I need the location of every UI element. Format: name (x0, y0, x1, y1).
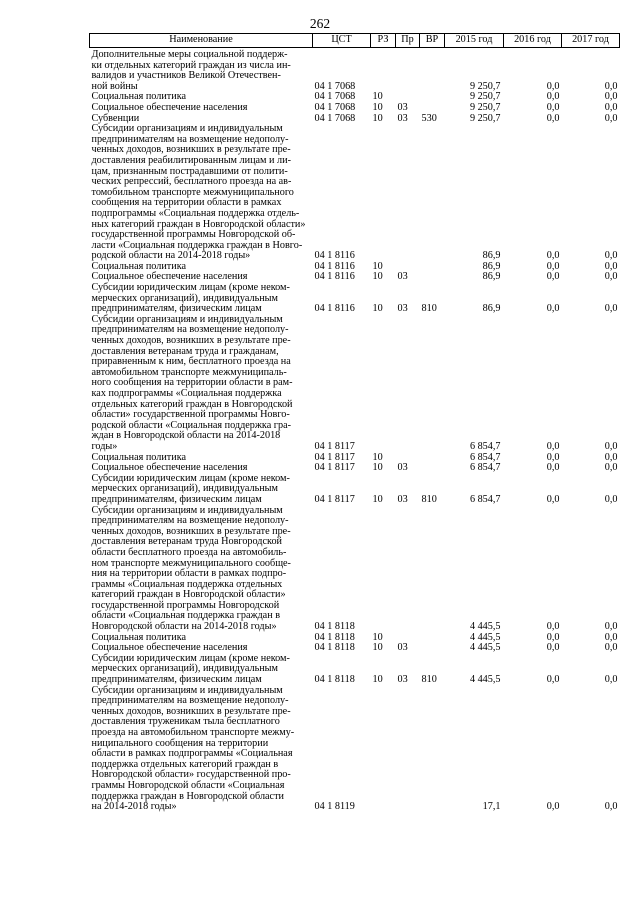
cell-2017: 0,0 (604, 621, 618, 633)
cell-pr: 03 (397, 271, 408, 283)
cell-2015: 86,9 (482, 271, 501, 283)
cell-cst: 04 1 8118 (314, 621, 355, 633)
cell-2015: 9 250,7 (469, 91, 501, 103)
cell-2016: 0,0 (546, 642, 560, 654)
cell-2016: 0,0 (546, 250, 560, 262)
cell-rz: 10 (372, 493, 383, 505)
cell-cst: 04 1 8116 (314, 271, 355, 283)
table-row (90, 506, 620, 633)
cell-2015: 4 445,5 (469, 674, 501, 686)
cell-name: Социальное обеспечение населения (91, 642, 248, 654)
cell-2015: 6 854,7 (469, 462, 501, 474)
cell-2017: 0,0 (604, 271, 618, 283)
cell-2016: 0,0 (546, 451, 560, 463)
cell-2017: 0,0 (604, 631, 618, 643)
cell-name: Субвенции (91, 112, 140, 124)
cell-2016: 0,0 (546, 260, 560, 272)
cell-2017: 0,0 (604, 642, 618, 654)
cell-name: Социальная политика (91, 260, 187, 272)
header-rz: РЗ (371, 34, 396, 48)
cell-2015: 6 854,7 (469, 440, 501, 452)
cell-name: Социальная политика (91, 631, 187, 643)
table-row (90, 283, 620, 315)
cell-2016: 0,0 (546, 631, 560, 643)
page-number: 262 (309, 16, 331, 31)
cell-2017: 0,0 (604, 303, 618, 315)
cell-2015: 9 250,7 (469, 101, 501, 113)
cell-cst: 04 1 8119 (314, 801, 355, 813)
cell-cst: 04 1 7068 (314, 80, 356, 92)
cell-2017: 0,0 (604, 250, 618, 262)
cell-name: Социальное обеспечение населения (91, 462, 248, 474)
cell-vr (420, 686, 445, 813)
table-row (90, 315, 620, 453)
cell-2016: 0,0 (546, 101, 560, 113)
cell-2016: 0,0 (546, 91, 560, 103)
cell-2017: 0,0 (604, 493, 618, 505)
header-pr: Пр (396, 34, 420, 48)
cell-2015: 4 445,5 (469, 621, 501, 633)
cell-vr: 810 (421, 493, 437, 505)
header-cst: ЦСТ (313, 34, 371, 48)
cell-vr: 810 (421, 674, 437, 686)
cell-pr (396, 686, 420, 813)
cell-cst: 04 1 8118 (314, 631, 355, 643)
cell-pr (396, 48, 420, 93)
cell-vr (420, 48, 445, 93)
cell-2016: 0,0 (546, 112, 560, 124)
cell-2017: 0,0 (604, 674, 618, 686)
cell-vr (420, 124, 445, 262)
cell-rz: 10 (372, 260, 383, 272)
cell-2015: 6 854,7 (469, 451, 501, 463)
cell-name: Субсидии организациям и индивидуальным предпринимателям на возмещение недополу- ченных доходов, возникших в результате пре- доставления реабилитированным лицам и ли- цам, признанным пострадавшими от полити- ческих репрессий, бесплатного проезда на ав- томобильном транспорте межмуниципального сообщения на территории области в рамках подпрограммы «Социальная поддержка отдель- ных категорий граждан в Новгородской области» государственной программы Новгородской об- ласти «Социальная поддержка граждан в Новго- родской области на 2014-2018 годы» (91, 123, 306, 262)
cell-name: Субсидии юридическим лицам (кроме неком- мерческих организаций), индивидуальным предпринимателям, физическим лицам (91, 282, 290, 315)
cell-rz: 10 (372, 631, 383, 643)
cell-name: Дополнительные меры социальной поддерж- ки отдельных категорий граждан из числа ин- валидов и участников Великой Отечествен- ной войны (91, 49, 291, 92)
cell-2015: 86,9 (482, 303, 501, 315)
cell-cst: 04 1 8117 (314, 493, 355, 505)
cell-rz: 10 (372, 101, 383, 113)
cell-pr: 03 (397, 674, 408, 686)
cell-2017: 0,0 (604, 451, 618, 463)
table-row (90, 474, 620, 506)
cell-vr (420, 272, 445, 283)
header-2017: 2017 год (562, 34, 620, 48)
cell-name: Субсидии юридическим лицам (кроме неком- мерческих организаций), индивидуальным предпринимателям, физическим лицам (91, 652, 290, 686)
table-body (90, 48, 620, 813)
cell-rz: 10 (372, 271, 383, 283)
cell-pr: 03 (397, 303, 408, 315)
cell-cst: 04 1 7068 (314, 112, 356, 124)
table-row (90, 686, 620, 813)
table-row (90, 124, 620, 262)
header-name: Наименование (90, 34, 313, 48)
cell-2016: 0,0 (546, 440, 560, 452)
cell-name: Субсидии организациям и индивидуальным предпринимателям на возмещение недополу- ченных доходов, возникших в результате пре- доставления ветеранам труда Новгородской области бесплатного проезда на автомобиль- ном транспорте межмуниципального сообще- ния на территории области в рамках подпро- граммы «Социальная поддержка отдельных категорий граждан в Новгородской области» государственной программы Новгородской области «Социальная поддержка граждан в Новгородской области на 2014-2018 годы» (91, 504, 291, 633)
cell-vr (420, 92, 445, 103)
cell-vr (420, 103, 445, 114)
cell-pr: 03 (397, 101, 408, 113)
cell-2016: 0,0 (546, 801, 560, 813)
cell-2016: 0,0 (546, 271, 560, 283)
cell-cst: 04 1 8116 (314, 250, 355, 262)
cell-rz: 10 (372, 112, 383, 124)
cell-2016: 0,0 (546, 80, 560, 92)
cell-2016: 0,0 (546, 493, 560, 505)
cell-rz (371, 686, 396, 813)
cell-cst: 04 1 7068 (314, 91, 356, 103)
cell-pr: 03 (397, 642, 408, 654)
cell-2015: 86,9 (482, 260, 501, 272)
header-vr: ВР (420, 34, 445, 48)
table-row (90, 103, 620, 114)
cell-2015: 9 250,7 (469, 80, 501, 92)
cell-rz: 10 (372, 674, 383, 686)
cell-2015: 6 854,7 (469, 493, 501, 505)
cell-name: Социальная политика (91, 91, 187, 103)
cell-vr (420, 506, 445, 633)
cell-rz: 10 (372, 462, 383, 474)
cell-vr (420, 463, 445, 474)
header-2016: 2016 год (504, 34, 562, 48)
cell-name: Социальное обеспечение населения (91, 101, 248, 113)
table-header-row (90, 34, 620, 48)
cell-name: Социальное обеспечение населения (91, 271, 248, 283)
cell-2017: 0,0 (604, 260, 618, 272)
cell-2017: 0,0 (604, 80, 618, 92)
cell-pr: 03 (397, 112, 408, 124)
cell-2015: 4 445,5 (469, 642, 501, 654)
cell-cst: 04 1 8116 (314, 303, 355, 315)
cell-2015: 9 250,7 (469, 112, 501, 124)
cell-cst: 04 1 8117 (314, 462, 355, 474)
cell-2016: 0,0 (546, 621, 560, 633)
cell-name: Социальная политика (91, 451, 187, 463)
cell-rz (371, 124, 396, 262)
cell-name: Субсидии организациям и индивидуальным предпринимателям на возмещение недополу- ченных доходов, возникших в результате пре- доставления ветеранам труда и гражданам, приравненным к ним, бесплатного проезда на автомобильном транспорте межмуниципаль- ного сообщения на территории области в рам- ках подпрограммы «Социальная поддержка отдельных категорий граждан в Новгородской области» государственной программы Новго- родской области «Социальная поддержка гра- ждан в Новгородской области на 2014-2018 годы» (91, 313, 293, 452)
cell-rz (371, 315, 396, 453)
cell-2017: 0,0 (604, 91, 618, 103)
cell-pr (396, 506, 420, 633)
cell-2016: 0,0 (546, 462, 560, 474)
cell-cst: 04 1 8117 (314, 451, 355, 463)
cell-rz (371, 48, 396, 93)
budget-table (89, 33, 620, 813)
cell-cst: 04 1 8116 (314, 260, 355, 272)
cell-2015: 86,9 (482, 250, 501, 262)
cell-cst: 04 1 8117 (314, 440, 355, 452)
cell-rz: 10 (372, 642, 383, 654)
cell-2016: 0,0 (546, 674, 560, 686)
cell-2017: 0,0 (604, 440, 618, 452)
cell-pr: 03 (397, 462, 408, 474)
cell-name: Субсидии юридическим лицам (кроме неком- мерческих организаций), индивидуальным предпринимателям, физическим лицам (91, 472, 290, 505)
header-2015: 2015 год (445, 34, 504, 48)
cell-2017: 0,0 (604, 801, 618, 813)
cell-vr (420, 633, 445, 644)
cell-2015: 4 445,5 (469, 631, 501, 643)
cell-rz: 10 (372, 91, 383, 103)
cell-vr (420, 315, 445, 453)
cell-vr: 530 (421, 112, 437, 124)
cell-2016: 0,0 (546, 303, 560, 315)
cell-pr (396, 315, 420, 453)
cell-cst: 04 1 7068 (314, 101, 356, 113)
cell-2017: 0,0 (604, 101, 618, 113)
table-row (90, 654, 620, 686)
cell-pr: 03 (397, 493, 408, 505)
cell-2015: 17,1 (482, 801, 501, 813)
cell-vr (420, 643, 445, 654)
cell-vr (420, 262, 445, 273)
cell-cst: 04 1 8118 (314, 674, 355, 686)
cell-cst: 04 1 8118 (314, 642, 355, 654)
cell-pr (396, 124, 420, 262)
cell-vr: 810 (421, 303, 437, 315)
table-row (90, 48, 620, 93)
cell-2017: 0,0 (604, 112, 618, 124)
cell-2017: 0,0 (604, 462, 618, 474)
cell-rz: 10 (372, 451, 383, 463)
cell-rz (371, 506, 396, 633)
cell-name: Субсидии организациям и индивидуальным предпринимателям на возмещение недополу- ченных доходов, возникших в результате пре- доставления труженикам тыла бесплатного проезда на автомобильном транспорте межму- ниципального сообщения на территории области в рамках подпрограммы «Социальная поддержка отдельных категорий граждан в Новгородской области» государственной про- граммы Новгородской области «Социальная поддержка граждан в Новгородской области на 2014-2018 годы» (91, 684, 295, 813)
cell-vr (420, 453, 445, 464)
cell-rz: 10 (372, 303, 383, 315)
